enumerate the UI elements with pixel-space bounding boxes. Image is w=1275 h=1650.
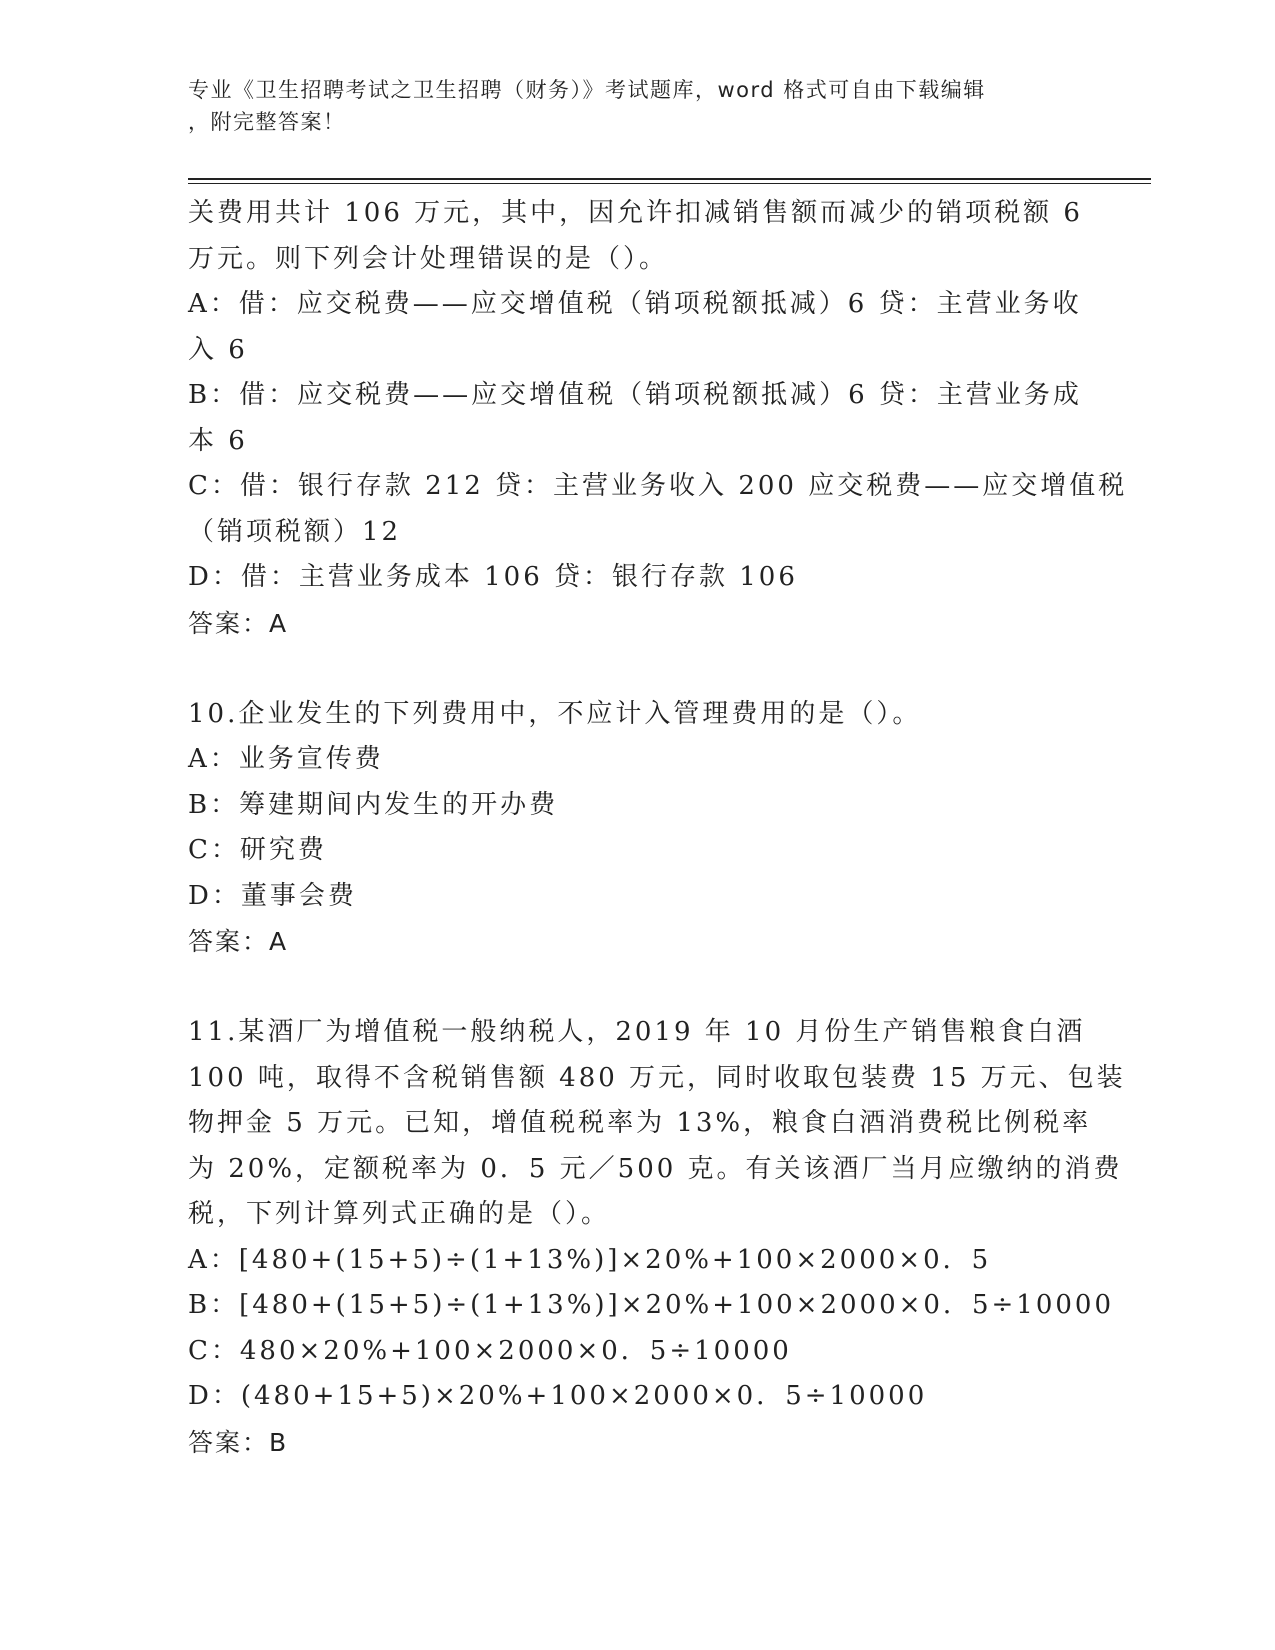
option-c: C：借：银行存款 212 贷：主营业务收入 200 应交税费——应交增值税 xyxy=(188,471,1128,501)
option-c: C：研究费 xyxy=(188,835,327,865)
question-stem-line: 为 20%，定额税率为 0．5 元／500 克。有关该酒厂当月应缴纳的消费 xyxy=(188,1153,1123,1184)
option-a-continued: 入 6 xyxy=(188,334,248,365)
header-line-2: ，附完整答案！ xyxy=(188,110,346,134)
header-line-1: 专业《卫生招聘考试之卫生招聘（财务）》考试题库，word 格式可自由下载编辑 xyxy=(188,78,986,102)
option-d: D：董事会费 xyxy=(188,880,357,911)
option-d: D：(480+15+5)×20%+100×2000×0．5÷10000 xyxy=(188,1381,928,1411)
answer-line: 答案：A xyxy=(188,608,289,638)
question-spacer xyxy=(188,965,1088,1011)
page-header xyxy=(188,74,1068,138)
question-stem-line: 11.某酒厂为增值税一般纳税人，2019 年 10 月份生产销售粮食白酒 xyxy=(188,1017,1086,1047)
answer-line: 答案：A xyxy=(188,927,289,956)
question-stem-line: 10.企业发生的下列费用中，不应计入管理费用的是（）。 xyxy=(188,698,922,729)
question-stem-line: 物押金 5 万元。已知，增值税税率为 13%，粮食白酒消费税比例税率 xyxy=(188,1108,1092,1138)
option-a: A：借：应交税费——应交增值税（销项税额抵减）6 贷：主营业务收 xyxy=(188,289,1082,319)
option-b-continued: 本 6 xyxy=(188,425,248,456)
answer-line: 答案：B xyxy=(188,1427,289,1457)
header-divider-thin xyxy=(188,183,1151,184)
option-d: D：借：主营业务成本 106 贷：银行存款 106 xyxy=(188,562,798,592)
question-stem-line: 100 吨，取得不含税销售额 480 万元，同时收取包装费 15 万元、包装 xyxy=(188,1062,1126,1093)
question-stem-line: 税，下列计算列式正确的是（）。 xyxy=(188,1199,611,1229)
option-b: B：[480+(15+5)÷(1+13%)]×20%+100×2000×0．5÷10000 xyxy=(188,1290,1114,1320)
option-a: A：业务宣传费 xyxy=(188,744,384,774)
header-divider-thick xyxy=(188,178,1151,180)
question-11 xyxy=(188,1010,1126,1465)
question-stem-line: 万元。则下列会计处理错误的是（）。 xyxy=(188,243,669,274)
question-9 xyxy=(188,191,1128,646)
option-b: B：筹建期间内发生的开办费 xyxy=(188,789,559,820)
question-spacer xyxy=(188,646,1088,692)
question-stem-line: 关费用共计 106 万元，其中，因允许扣减销售额而减少的销项税额 6 xyxy=(188,198,1083,228)
option-c: C：480×20%+100×2000×0．5÷10000 xyxy=(188,1335,792,1366)
option-a: A：[480+(15+5)÷(1+13%)]×20%+100×2000×0．5 xyxy=(188,1244,992,1275)
option-c-continued: （销项税额）12 xyxy=(188,516,402,547)
question-10 xyxy=(188,692,1088,965)
document-body xyxy=(188,191,1128,1465)
option-b: B：借：应交税费——应交增值税（销项税额抵减）6 贷：主营业务成 xyxy=(188,380,1082,410)
